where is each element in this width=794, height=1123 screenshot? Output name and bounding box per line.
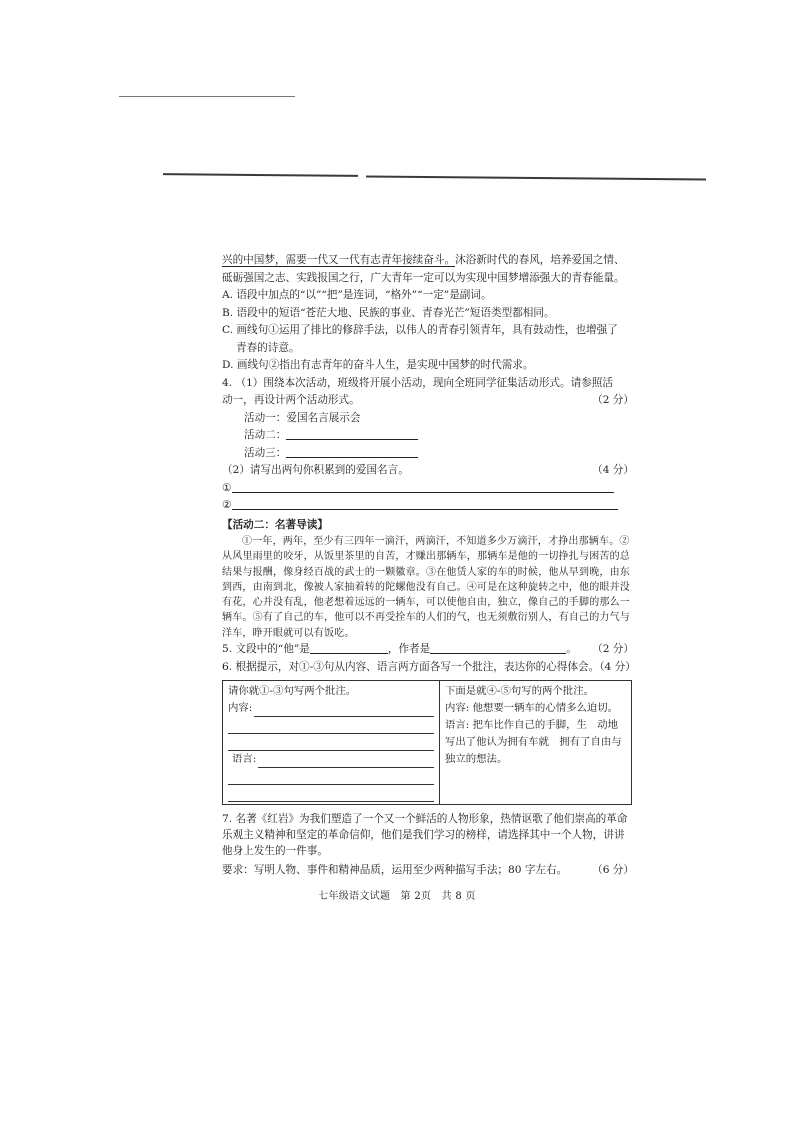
q4-score-2: （4 分）	[592, 464, 634, 476]
q7-text: 7. 名著《红岩》为我们塑造了一个又一个鲜活的人物形象，热情讴歌了他们崇高的革命乐观主义精神和坚定的革命信仰，他们是我们学习的榜样，请选择其中一个人物，讲讲他身上发生的一件事。	[222, 813, 628, 858]
q7-score: （6 分）	[592, 864, 634, 877]
activity-3-blank[interactable]	[286, 445, 418, 458]
motto-1: ①	[222, 480, 634, 498]
right-cell-title: 下面是就④-⑤句写的两个批注。	[445, 685, 594, 698]
q4-line-2: 动一，再设计两个活动形式。 （2 分）	[222, 392, 634, 410]
right-content: 内容: 他想要一辆车的心情多么迫切。	[445, 702, 619, 715]
annotation-left-cell	[223, 681, 440, 805]
continuation-line-2: 砥砺强国之志、实践报国之行，广大青年一定可以为实现中国梦增添强大的青春能量。	[222, 271, 625, 284]
left-lang-line[interactable]	[258, 751, 434, 768]
scan-line-left	[163, 173, 358, 177]
right-language: 语言: 把车比作自己的手脚，生 动地写出了他认为拥有车就 拥有了自由与独立的想法。	[445, 719, 622, 766]
option-c-cont: 青春的诗意。	[236, 341, 300, 354]
activity-1: 活动一：爱国名言展示会	[244, 411, 361, 424]
exam-page-content	[222, 252, 634, 880]
annotation-right-cell	[440, 681, 632, 805]
q4-part-2: （2）请写出两句你积累到的爱国名言。 （4 分）	[222, 462, 634, 480]
q5-score: （2 分）	[592, 643, 634, 656]
motto-1-blank[interactable]	[232, 480, 614, 493]
left-answer-line-3[interactable]	[228, 734, 434, 751]
q4-score-1: （2 分）	[592, 394, 634, 406]
option-b: B. 语段中的短语“苍茫大地、民族的事业、青春光芒”短语类型都相同。	[222, 306, 555, 319]
left-answer-line-6[interactable]	[228, 785, 434, 802]
activity-3: 活动三：	[222, 445, 634, 463]
left-lang-row: 语言:	[228, 751, 434, 768]
annotation-table	[222, 680, 632, 805]
q7-requirement: 要求：写明人物、事件和精神品质，运用至少两种描写手法；80 字左右。 （6 分）	[222, 862, 634, 880]
activity-2-blank[interactable]	[286, 427, 418, 440]
left-content-row: 内容:	[228, 700, 434, 717]
q5: 5. 文段中的“他”是 ，作者是 。 （2 分）	[222, 641, 634, 659]
scan-line-top	[119, 96, 295, 97]
motto-2: ②	[222, 497, 634, 515]
option-a: A. 语段中加点的“以”“把”是连词，“格外”“一定”是副词。	[222, 289, 492, 301]
left-answer-line-2[interactable]	[228, 717, 434, 734]
activity-2: 活动二：	[222, 427, 634, 445]
left-cell-title: 请你就①-③句写两个批注。	[228, 685, 357, 698]
q4-line-1: 4. （1）围绕本次活动，班级将开展小活动，现向全班同学征集活动形式。请参照活	[222, 376, 613, 389]
reading-passage: ①一年，两年，至少有三四年一滴汗，两滴汗，不知道多少万滴汗，才挣出那辆车。②从风里雨里的咬牙，从饭里茶里的自苦，才赚出那辆车，那辆车是他的一切挣扎与困苦的总结果与报酬，像身经百战的武士的一颗徽章。③在他赁人家的车的时候，他从早到晚，由东到西，由南到北，像被人家抽着转的陀螺他没有自己。④可是在这种旋转之中，他的眼并没有花，心并没有乱，他老想着远远的一辆车，可以使他自由，独立，像自己的手脚的那么一辆车。⑤有了自己的车，他可以不再受拴车的人们的气，也无须敷衍别人，有自己的力气与洋车，睁开眼就可以有饭吃。	[222, 536, 630, 639]
continuation-line-1: 兴的中国梦，需要一代又一代有志青年接续奋斗。沐浴新时代的春风，培养爱国之情、	[222, 254, 625, 266]
section-2-title: 【活动二：名著导读】	[222, 518, 328, 531]
left-content-line[interactable]	[254, 700, 434, 717]
q5-blank-character[interactable]	[310, 641, 388, 654]
q6-prompt: 6. 根据提示，对①-③句从内容、语言两方面各写一个批注，表达你的心得体会。（4 分）	[222, 660, 636, 673]
left-answer-line-5[interactable]	[228, 768, 434, 785]
page-footer: 七年级语文试题 第 2页 共 8 页	[318, 891, 476, 902]
motto-2-blank[interactable]	[232, 497, 618, 510]
option-d: D. 画线句②指出有志青年的奋斗人生，是实现中国梦的时代需求。	[222, 359, 534, 371]
q5-blank-author[interactable]	[430, 641, 566, 654]
option-c: C. 画线句①运用了排比的修辞手法，以伟人的青春引领青年，具有鼓动性，也增强了	[222, 324, 618, 336]
scan-line-right	[366, 176, 706, 181]
underlined-sentence: 兴的中国梦，需要一代又一代有志青年接续奋斗。	[222, 254, 456, 266]
